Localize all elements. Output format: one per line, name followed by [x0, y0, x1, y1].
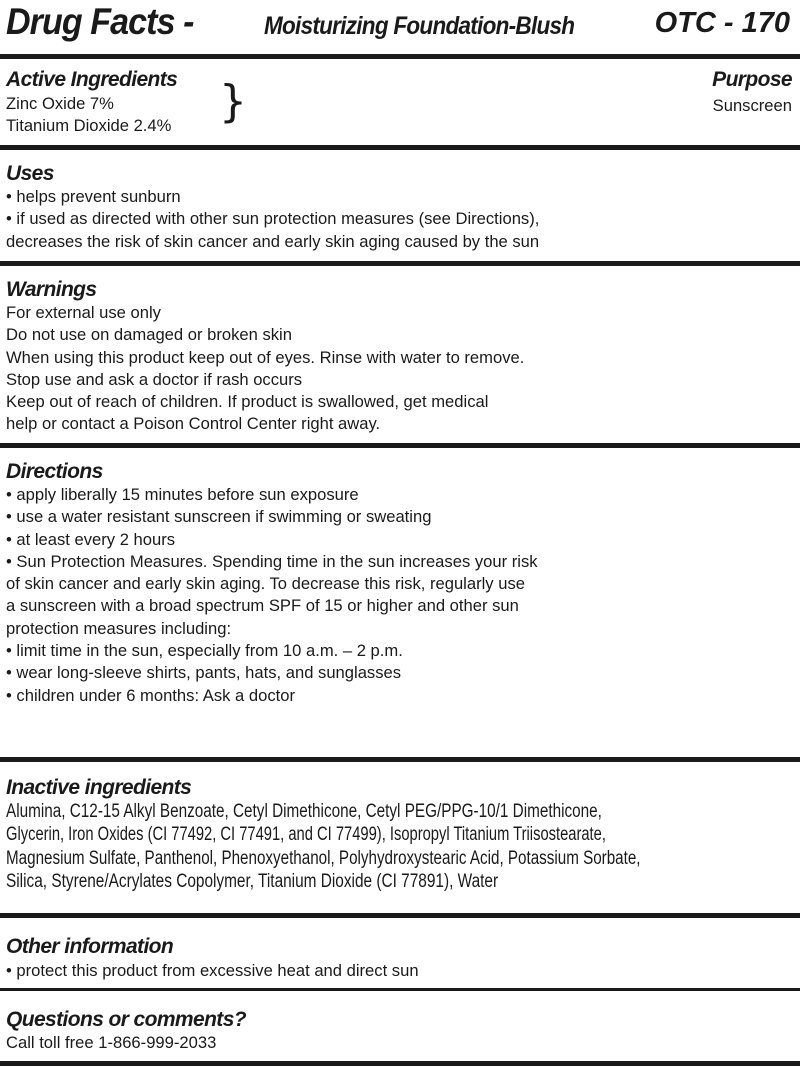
- uses-list: [6, 186, 539, 253]
- list-item: Glycerin, Iron Oxides (CI 77492, CI 77491, and CI 77499), Isopropyl Titanium Triisostearate,: [6, 824, 606, 846]
- page-title: Drug Facts -: [6, 1, 194, 42]
- inactive-ingredients-list: [6, 800, 794, 893]
- list-item: Titanium Dioxide 2.4%: [6, 116, 172, 136]
- list-item: For external use only: [6, 303, 161, 322]
- divider: [0, 145, 800, 150]
- list-item: help or contact a Poison Control Center right away.: [6, 414, 381, 434]
- questions-list: [6, 1032, 216, 1054]
- list-item: Zinc Oxide 7%: [6, 94, 114, 113]
- divider: [0, 54, 800, 59]
- list-item: Do not use on damaged or broken skin: [6, 325, 292, 345]
- list-item: • limit time in the sun, especially from 10 a.m. – 2 p.m.: [6, 641, 403, 661]
- list-item: Alumina, C12-15 Alkyl Benzoate, Cetyl Dimethicone, Cetyl PEG/PPG-10/1 Dimethicone,: [6, 801, 602, 822]
- list-item: protection measures including:: [6, 618, 232, 638]
- divider: [0, 913, 800, 918]
- other-information-heading: Other information: [6, 935, 174, 958]
- product-name: Moisturizing Foundation-Blush: [264, 12, 575, 40]
- questions-heading: Questions or comments?: [6, 1008, 247, 1031]
- list-item: of skin cancer and early skin aging. To decrease this risk, regularly use: [6, 574, 525, 594]
- purpose-value: Sunscreen: [712, 96, 792, 115]
- divider: [0, 261, 800, 266]
- active-ingredients-heading: Active Ingredients: [6, 68, 178, 91]
- list-item: decreases the risk of skin cancer and early skin aging caused by the sun: [6, 231, 540, 251]
- list-item: • apply liberally 15 minutes before sun exposure: [6, 485, 359, 504]
- divider: [0, 1061, 800, 1066]
- list-item: Keep out of reach of children. If product is swallowed, get medical: [6, 392, 489, 412]
- active-ingredients-list: [6, 93, 171, 138]
- list-item: a sunscreen with a broad spectrum SPF of 15 or higher and other sun: [6, 596, 519, 616]
- list-item: • protect this product from excessive heat and direct sun: [6, 961, 419, 980]
- list-item: • wear long-sleeve shirts, pants, hats, and sunglasses: [6, 663, 402, 683]
- purpose-heading: Purpose: [712, 68, 792, 91]
- directions-heading: Directions: [6, 460, 103, 483]
- list-item: Stop use and ask a doctor if rash occurs: [6, 369, 303, 389]
- phone-number: Call toll free 1-866-999-2033: [6, 1033, 217, 1052]
- product-code: OTC - 170: [654, 7, 790, 39]
- inactive-ingredients-heading: Inactive ingredients: [6, 776, 192, 799]
- brace-symbol: }: [219, 76, 247, 127]
- warnings-heading: Warnings: [6, 278, 97, 301]
- list-item: • use a water resistant sunscreen if swimming or sweating: [6, 507, 432, 527]
- divider: [0, 443, 800, 448]
- list-item: • Sun Protection Measures. Spending time in the sun increases your risk: [6, 551, 538, 571]
- divider: [0, 757, 800, 762]
- drug-facts-header: [0, 0, 800, 50]
- directions-list: [6, 484, 538, 707]
- warnings-list: [6, 302, 524, 436]
- list-item: Magnesium Sulfate, Panthenol, Phenoxyethanol, Polyhydroxystearic Acid, Potassium Sorbate,: [6, 847, 641, 869]
- list-item: • at least every 2 hours: [6, 529, 176, 549]
- other-information-list: [6, 960, 419, 982]
- uses-heading: Uses: [6, 162, 54, 185]
- list-item: • if used as directed with other sun protection measures (see Directions),: [6, 209, 540, 229]
- list-item: • helps prevent sunburn: [6, 187, 181, 206]
- list-item: • children under 6 months: Ask a doctor: [6, 685, 295, 705]
- list-item: When using this product keep out of eyes. Rinse with water to remove.: [6, 347, 525, 367]
- divider: [0, 988, 800, 991]
- list-item: Silica, Styrene/Acrylates Copolymer, Titanium Dioxide (CI 77891), Water: [6, 870, 499, 892]
